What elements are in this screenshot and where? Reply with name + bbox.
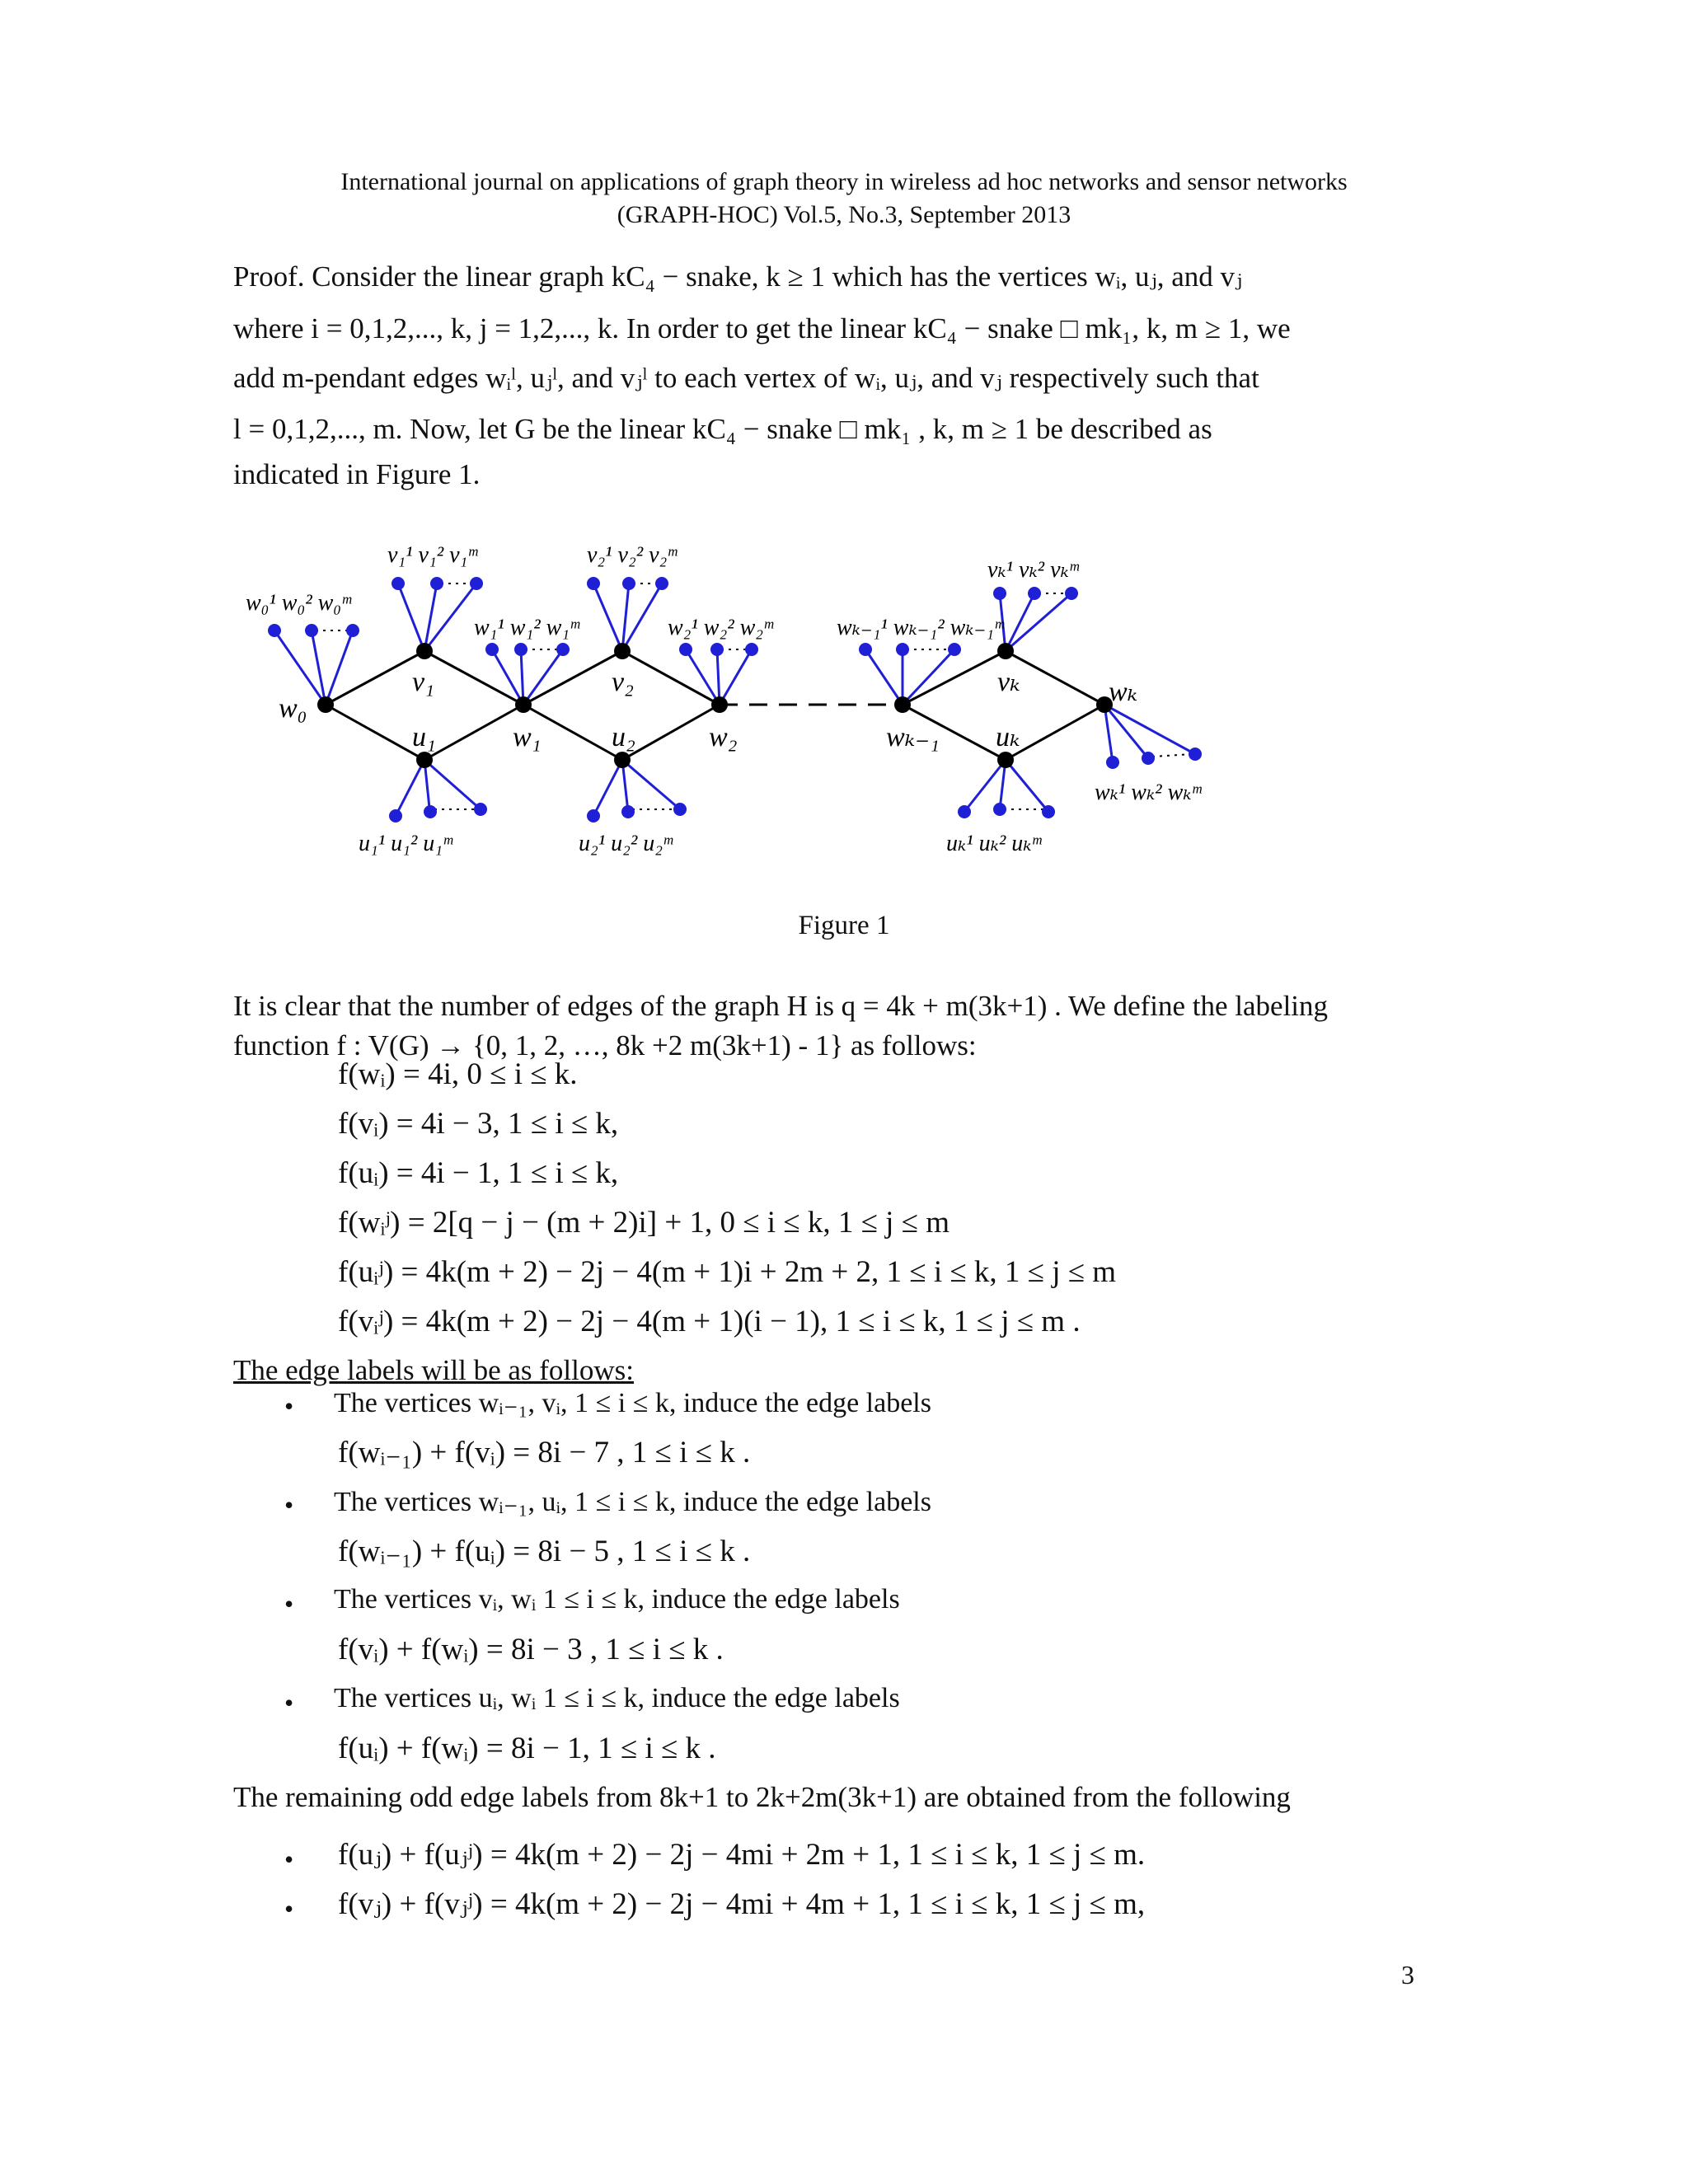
remaining-bullet-1-symbol: • [284, 1844, 294, 1874]
proof-line-2: where i = 0,1,2,..., k, j = 1,2,..., k. In order to get the linear kC₄ − snake □ mk₁, k, m ≥ 1, we [233, 312, 1291, 344]
label-v2: v₂ [612, 667, 634, 697]
label-wk-pendants: wₖ¹ wₖ² wₖᵐ [1095, 780, 1202, 805]
label-v1: v₁ [412, 667, 434, 697]
label-u2: u₂ [612, 722, 635, 752]
bullet-3-symbol: • [284, 1589, 294, 1619]
journal-header-line1: International journal on applications of graph theory in wireless ad hoc networks and sensor networks [340, 168, 1348, 195]
proof-line-5: indicated in Figure 1. [233, 458, 481, 490]
bullet-1-symbol: • [284, 1391, 294, 1421]
label-w2: w₂ [709, 722, 738, 752]
bullet-4-formula: f(uᵢ) + f(wᵢ) = 8i − 1, 1 ≤ i ≤ k . [338, 1732, 716, 1765]
def-u: f(uᵢ) = 4i − 1, 1 ≤ i ≤ k, [338, 1156, 619, 1190]
label-w0-pendants: w₀¹ w₀² w₀ᵐ [246, 590, 351, 616]
label-u1: u₁ [412, 722, 436, 752]
bullet-2-symbol: • [284, 1490, 294, 1520]
label-uk-pendants: uₖ¹ uₖ² uₖᵐ [946, 831, 1042, 856]
bullet-1-text: The vertices wᵢ₋₁, vᵢ, 1 ≤ i ≤ k, induce the edge labels [334, 1388, 931, 1418]
def-v: f(vᵢ) = 4i − 3, 1 ≤ i ≤ k, [338, 1107, 619, 1141]
remaining-line: The remaining odd edge labels from 8k+1 to 2k+2m(3k+1) are obtained from the following [233, 1781, 1291, 1813]
proof-line-4: l = 0,1,2,..., m. Now, let G be the linear kC₄ − snake □ mk₁ , k, m ≥ 1 be described as [233, 413, 1212, 445]
label-w1-pendants: w₁¹ w₁² w₁ᵐ [474, 615, 579, 640]
edge-labels-heading: The edge labels will be as follows: [233, 1354, 634, 1386]
label-vk-pendants: vₖ¹ vₖ² vₖᵐ [987, 557, 1079, 583]
label-wk-1-pendants: wₖ₋₁¹ wₖ₋₁² wₖ₋₁ᵐ [837, 615, 1004, 640]
journal-header-line2: (GRAPH-HOC) Vol.5, No.3, September 2013 [617, 201, 1071, 228]
edges-line-2: function f : V(G) → {0, 1, 2, …, 8k +2 m(3k+1) - 1} as follows: [233, 1029, 977, 1062]
def-u-pendant: f(uᵢʲ) = 4k(m + 2) − 2j − 4(m + 1)i + 2m + 2, 1 ≤ i ≤ k, 1 ≤ j ≤ m [338, 1255, 1117, 1289]
bullet-4-text: The vertices uᵢ, wᵢ 1 ≤ i ≤ k, induce the edge labels [334, 1683, 900, 1713]
label-w0: w₀ [279, 693, 307, 724]
page-number: 3 [1401, 1960, 1414, 1990]
edges-line-1: It is clear that the number of edges of the graph H is q = 4k + m(3k+1) . We define the labeling [233, 990, 1329, 1022]
label-u2-pendants: u₂¹ u₂² u₂ᵐ [579, 831, 673, 856]
label-wk: wₖ [1109, 677, 1138, 707]
remaining-bullet-1: f(uⱼ) + f(uⱼʲ) = 4k(m + 2) − 2j − 4mi + 2m + 1, 1 ≤ i ≤ k, 1 ≤ j ≤ m. [338, 1838, 1146, 1872]
label-uk: uₖ [996, 722, 1020, 752]
label-w2-pendants: w₂¹ w₂² w₂ᵐ [668, 615, 773, 640]
label-u1-pendants: u₁¹ u₁² u₁ᵐ [359, 831, 452, 856]
proof-line-3: add m-pendant edges wᵢˡ, uⱼˡ, and vⱼˡ to each vertex of wᵢ, uⱼ, and vⱼ respectively such that [233, 362, 1259, 394]
bullet-2-formula: f(wᵢ₋₁) + f(uᵢ) = 8i − 5 , 1 ≤ i ≤ k . [338, 1535, 751, 1568]
def-w: f(wᵢ) = 4i, 0 ≤ i ≤ k. [338, 1057, 578, 1091]
bullet-3-formula: f(vᵢ) + f(wᵢ) = 8i − 3 , 1 ≤ i ≤ k . [338, 1633, 724, 1666]
def-w-pendant: f(wᵢʲ) = 2[q − j − (m + 2)i] + 1, 0 ≤ i ≤ k, 1 ≤ j ≤ m [338, 1206, 950, 1240]
def-v-pendant: f(vᵢʲ) = 4k(m + 2) − 2j − 4(m + 1)(i − 1), 1 ≤ i ≤ k, 1 ≤ j ≤ m . [338, 1305, 1081, 1338]
pendant-vertices [268, 577, 1202, 823]
figure-1-graph [0, 511, 1688, 882]
remaining-bullet-2: f(vⱼ) + f(vⱼʲ) = 4k(m + 2) − 2j − 4mi + 4m + 1, 1 ≤ i ≤ k, 1 ≤ j ≤ m, [338, 1887, 1146, 1921]
bullet-4-symbol: • [284, 1688, 294, 1718]
label-wk-1: wₖ₋₁ [886, 722, 940, 752]
label-vk: vₖ [997, 667, 1020, 697]
bullet-2-text: The vertices wᵢ₋₁, uᵢ, 1 ≤ i ≤ k, induce the edge labels [334, 1487, 931, 1517]
remaining-bullet-2-symbol: • [284, 1894, 294, 1924]
label-v1-pendants: v₁¹ v₁² v₁ᵐ [387, 542, 477, 568]
proof-line-1: Proof. Consider the linear graph kC₄ − snake, k ≥ 1 which has the vertices wᵢ, uⱼ, and vⱼ [233, 260, 1243, 293]
label-w1: w₁ [513, 722, 542, 752]
bullet-1-formula: f(wᵢ₋₁) + f(vᵢ) = 8i − 7 , 1 ≤ i ≤ k . [338, 1436, 751, 1469]
bullet-3-text: The vertices vᵢ, wᵢ 1 ≤ i ≤ k, induce the edge labels [334, 1584, 900, 1615]
label-v2-pendants: v₂¹ v₂² v₂ᵐ [587, 542, 677, 568]
figure-caption: Figure 1 [798, 911, 890, 940]
